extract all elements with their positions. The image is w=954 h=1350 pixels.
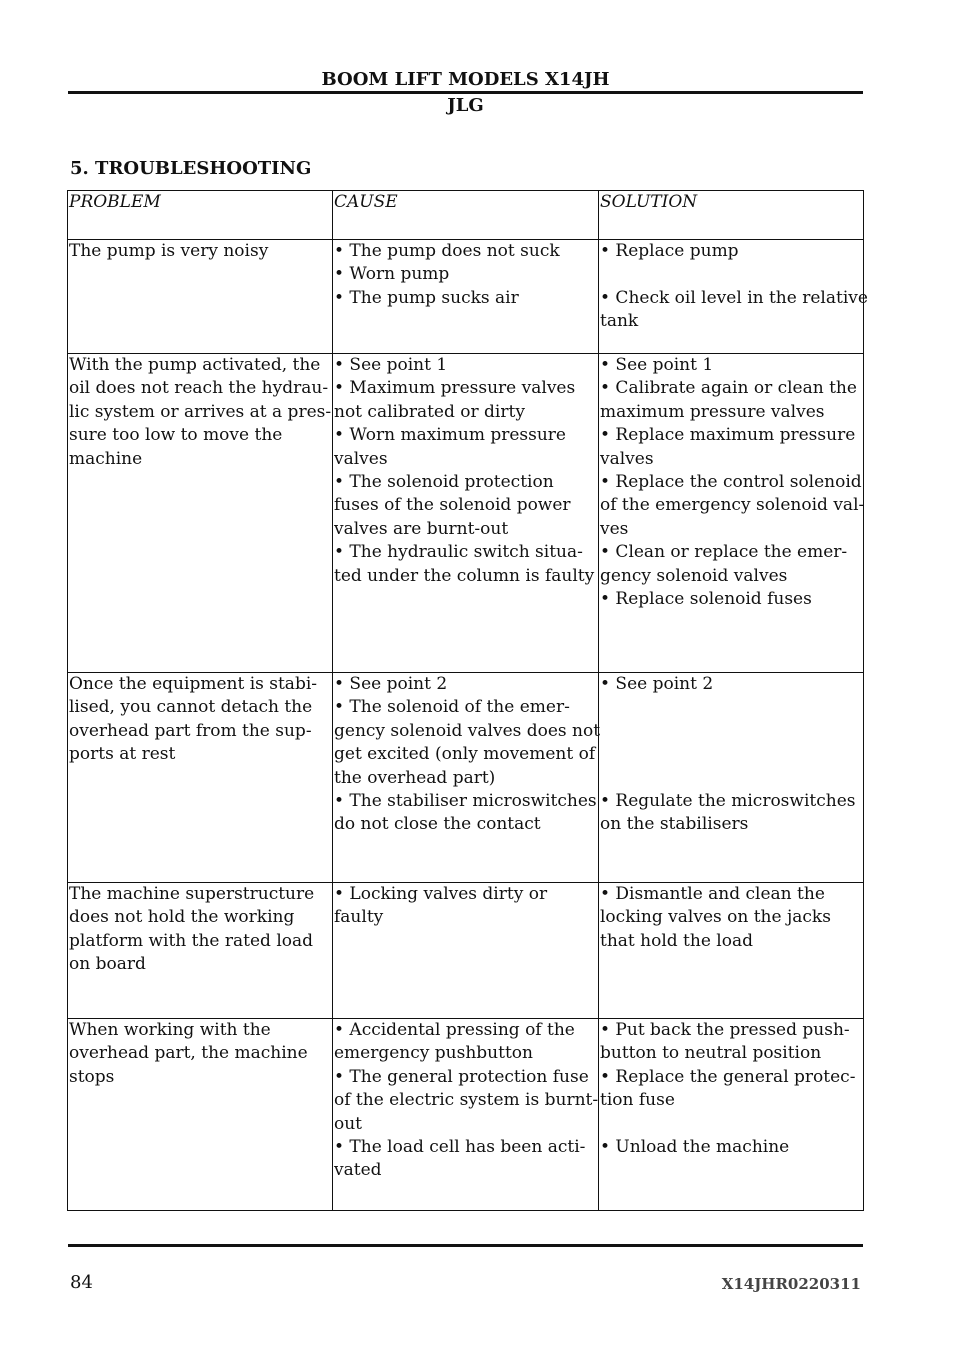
table-row <box>68 354 864 673</box>
cause-text-line: • The solenoid protection <box>334 472 554 493</box>
solution-text-line: • Unload the machine <box>600 1137 790 1158</box>
cause-cell <box>333 673 599 883</box>
cause-text-line: the overhead part) <box>334 767 496 788</box>
section-title: 5. TROUBLESHOOTING <box>70 158 312 179</box>
solution-cell <box>599 1019 864 1211</box>
solution-cell <box>599 240 868 354</box>
table-row <box>68 673 864 883</box>
cause-text-line: • The stabiliser microswitches <box>334 791 597 812</box>
cause-text-line: get excited (only movement of <box>334 744 596 765</box>
cause-text-line: fuses of the solenoid power <box>334 495 571 516</box>
blank-line <box>600 720 863 743</box>
problem-text-line: ports at rest <box>69 744 176 765</box>
column-header-problem: PROBLEM <box>68 191 333 240</box>
solution-text-line: tion fuse <box>600 1090 675 1111</box>
cause-cell <box>333 354 599 673</box>
solution-text-line: • Check oil level in the relative <box>600 287 868 308</box>
problem-cell <box>68 354 333 673</box>
cause-text-line: • Worn maximum pressure <box>334 425 566 446</box>
table-body <box>68 240 868 1211</box>
blank-line <box>600 743 863 766</box>
cause-text-line: valves <box>334 448 388 469</box>
document-header-title: BOOM LIFT MODELS X14JH <box>321 69 610 90</box>
problem-text-line: The machine superstructure <box>69 884 315 904</box>
solution-text-line: • Regulate the microswitches <box>600 790 856 811</box>
problem-text-line: Once the equipment is stabi- <box>69 674 318 694</box>
solution-text-line: gency solenoid valves <box>600 565 788 586</box>
problem-text-line: sure too low to move the <box>69 425 283 446</box>
problem-text-line: overhead part, the machine <box>69 1043 308 1064</box>
cause-text-line: faulty <box>334 907 384 928</box>
cause-text-line: gency solenoid valves does not <box>334 720 601 741</box>
cause-text-line: of the electric system is burnt- <box>334 1090 599 1111</box>
cause-text-line: • Maximum pressure valves <box>334 378 576 399</box>
blank-line <box>600 263 863 286</box>
header-divider <box>68 91 863 94</box>
solution-text-line: • See point 2 <box>600 674 714 694</box>
cause-text-line: • See point 2 <box>334 674 448 694</box>
cause-cell <box>333 883 599 1019</box>
blank-line <box>600 1113 863 1136</box>
solution-text-line: • Replace pump <box>600 241 739 261</box>
problem-text-line: machine <box>69 448 143 469</box>
solution-text-line: valves <box>600 448 654 469</box>
cause-text-line: emergency pushbutton <box>334 1043 533 1064</box>
cause-text-line: • Accidental pressing of the <box>334 1020 575 1040</box>
solution-text-line: tank <box>600 311 639 332</box>
problem-text-line: lic system or arrives at a pres- <box>69 401 332 422</box>
cause-text-line: vated <box>334 1160 382 1181</box>
solution-text-line: locking valves on the jacks <box>600 907 831 928</box>
cause-cell <box>333 1019 599 1211</box>
cause-text-line: • The general protection fuse <box>334 1066 589 1087</box>
problem-text-line: lised, you cannot detach the <box>69 697 313 718</box>
solution-text-line: • Replace maximum pressure <box>600 425 856 446</box>
solution-cell <box>599 883 864 1019</box>
cause-text-line: • See point 1 <box>334 355 448 375</box>
cause-text-line: • The solenoid of the emer- <box>334 697 570 718</box>
cause-text-line: • Locking valves dirty or <box>334 884 548 904</box>
solution-text-line: maximum pressure valves <box>600 401 825 422</box>
cause-text-line: not calibrated or dirty <box>334 401 525 422</box>
problem-cell <box>68 240 333 354</box>
solution-text-line: on the stabilisers <box>600 814 749 835</box>
solution-text-line: that hold the load <box>600 930 753 951</box>
blank-line <box>600 767 863 790</box>
solution-text-line: button to neutral position <box>600 1043 822 1064</box>
cause-text-line: • The hydraulic switch situa- <box>334 542 583 563</box>
troubleshooting-table <box>67 190 868 1211</box>
solution-text-line: • Put back the pressed push- <box>600 1020 850 1040</box>
solution-cell <box>599 354 864 673</box>
solution-text-line: • Replace the control solenoid <box>600 472 862 493</box>
column-header-solution: SOLUTION <box>599 191 864 240</box>
solution-text-line: • Calibrate again or clean the <box>600 378 857 399</box>
table-row <box>68 1019 864 1211</box>
problem-text-line: overhead part from the sup- <box>69 720 312 741</box>
page-number: 84 <box>70 1272 93 1293</box>
cause-text-line: • The load cell has been acti- <box>334 1137 586 1158</box>
solution-text-line: • Dismantle and clean the <box>600 884 825 904</box>
cause-text-line: • The pump does not suck <box>334 241 560 261</box>
problem-cell <box>68 673 333 883</box>
problem-text-line: With the pump activated, the <box>69 355 321 375</box>
cause-text-line: • Worn pump <box>334 264 450 285</box>
solution-cell <box>599 673 864 883</box>
document-brand: JLG <box>447 95 484 116</box>
problem-text-line: stops <box>69 1066 115 1087</box>
cause-text-line: ted under the column is faulty <box>334 565 595 586</box>
cause-text-line: valves are burnt-out <box>334 518 509 539</box>
solution-text-line: of the emergency solenoid val- <box>600 495 865 516</box>
solution-text-line: • Replace the general protec- <box>600 1066 856 1087</box>
cause-text-line: • The pump sucks air <box>334 287 519 308</box>
solution-text-line: • Clean or replace the emer- <box>600 542 848 563</box>
problem-cell <box>68 1019 333 1211</box>
cause-text-line: out <box>334 1113 363 1134</box>
table-row <box>68 883 864 1019</box>
problem-text-line: The pump is very noisy <box>69 241 269 261</box>
blank-line <box>600 696 863 719</box>
problem-text-line: does not hold the working <box>69 907 295 928</box>
cause-cell <box>333 240 599 354</box>
problem-text-line: platform with the rated load <box>69 930 314 951</box>
table-header-row <box>68 191 864 240</box>
problem-text-line: When working with the <box>69 1020 271 1040</box>
document-code: X14JHR0220311 <box>721 1275 861 1293</box>
footer-divider <box>68 1244 863 1247</box>
problem-text-line: on board <box>69 954 146 975</box>
solution-text-line: • Replace solenoid fuses <box>600 589 812 610</box>
cause-text-line: do not close the contact <box>334 814 541 835</box>
table-row <box>68 240 864 354</box>
column-header-cause: CAUSE <box>333 191 599 240</box>
problem-cell <box>68 883 333 1019</box>
problem-text-line: oil does not reach the hydrau- <box>69 378 329 399</box>
solution-text-line: • See point 1 <box>600 355 714 375</box>
solution-text-line: ves <box>600 518 629 539</box>
